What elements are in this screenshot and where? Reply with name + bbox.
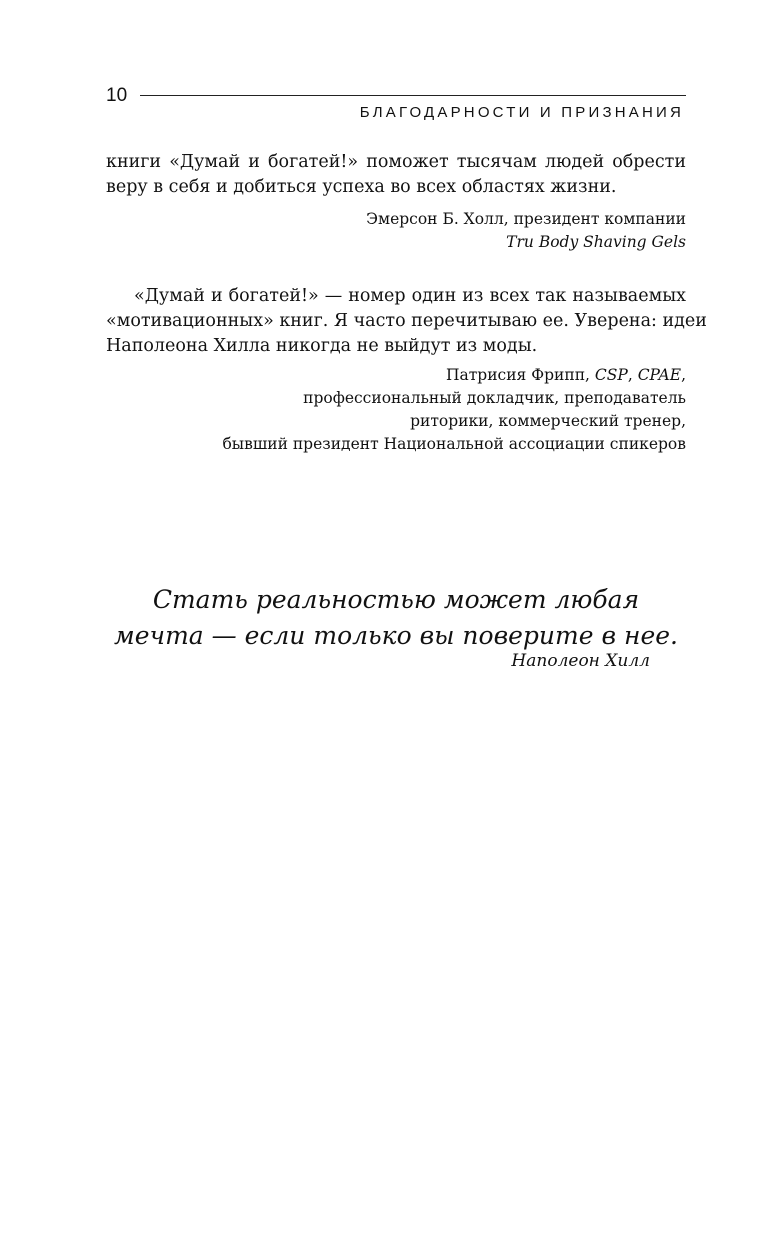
attribution-company: Tru Body Shaving Gels [506, 233, 686, 251]
epigraph-line: Стать реальностью может любая [152, 585, 640, 614]
paragraph-line: «Думай и богатей!» — номер один из всех так называемых [134, 286, 686, 306]
epigraph-line: мечта — если только вы поверите в нее. [114, 621, 678, 650]
page-number: 10 [106, 85, 128, 106]
testimonial-1-paragraph [106, 150, 686, 200]
header-rule [140, 95, 686, 96]
testimonial-2-attribution [222, 364, 686, 456]
credential-csp: CSP [594, 366, 628, 384]
attribution-line: риторики, коммерческий тренер, [410, 412, 686, 430]
epigraph-quote [106, 582, 686, 654]
credential-separator: , [627, 366, 638, 384]
running-head: БЛАГОДАРНОСТИ И ПРИЗНАНИЯ [359, 104, 684, 121]
paragraph-line: книги «Думай и богатей!» поможет тысячам людей обрести [106, 152, 686, 172]
credential-cpae: CPAE [637, 366, 682, 384]
credential-tail: , [681, 366, 686, 384]
paragraph-line: «мотивационных» книг. Я часто перечитываю ее. Уверена: идеи [106, 311, 707, 331]
paragraph-line: Наполеона Хилла никогда не выйдут из моды. [106, 336, 538, 356]
epigraph-author: Наполеон Хилл [511, 651, 650, 671]
testimonial-2-paragraph [106, 284, 707, 359]
attribution-line: бывший президент Национальной ассоциации спикеров [222, 435, 686, 453]
attribution-line: Эмерсон Б. Холл, президент компании [366, 210, 686, 228]
attribution-name: Патрисия Фрипп, [445, 366, 595, 384]
attribution-line [222, 364, 686, 387]
attribution-line: профессиональный докладчик, преподаватель [303, 389, 686, 407]
paragraph-line: веру в себя и добиться успеха во всех областях жизни. [106, 177, 617, 197]
testimonial-1-attribution [366, 208, 686, 254]
